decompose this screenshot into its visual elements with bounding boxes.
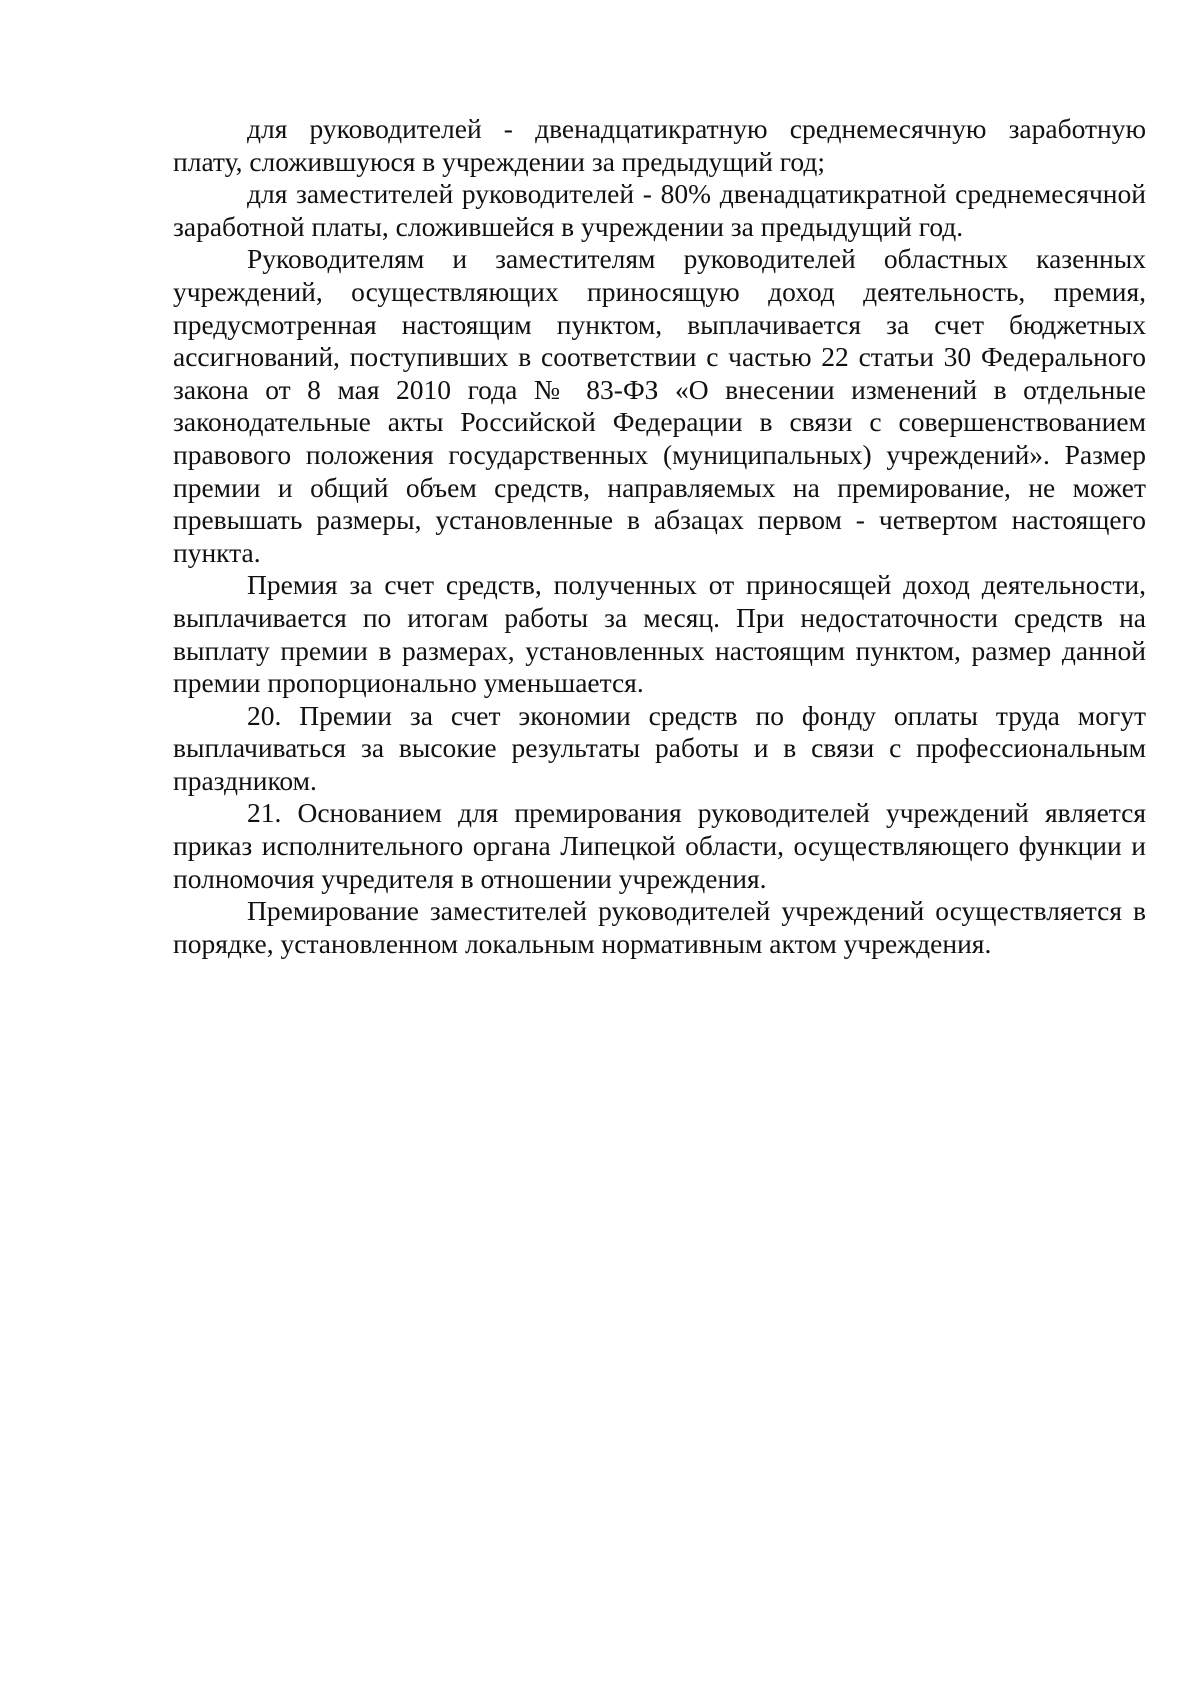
paragraph-income-bonus: Премия за счет средств, полученных от приносящей доход деятельности, выплачивается по итогам работы за месяц. При недостаточности средств на выплату премии в размерах, установленных настоящим пунктом, размер данной премии пропорционально уменьшается. xyxy=(173,569,1146,699)
document-body xyxy=(173,113,1146,960)
paragraph-deputies-procedure: Премирование заместителей руководителей учреждений осуществляется в порядке, установленном локальным нормативным актом учреждения. xyxy=(173,895,1146,959)
paragraph-heads-bonus: для руководителей - двенадцатикратную среднемесячную заработную плату, сложившуюся в учреждении за предыдущий год; xyxy=(173,113,1146,177)
paragraph-income-institutions: Руководителям и заместителям руководителей областных казенных учреждений, осуществляющих приносящую доход деятельность, премия, предусмотренная настоящим пунктом, выплачивается за счет бюджетных ассигнований, поступивших в соответствии с частью 22 статьи 30 Федерального закона от 8 мая 2010 года № 83-ФЗ «О внесении изменений в отдельные законодательные акты Российской Федерации в связи с совершенствованием правового положения государственных (муниципальных) учреждений». Размер премии и общий объем средств, направляемых на премирование, не может превышать размеры, установленные в абзацах первом - четвертом настоящего пункта. xyxy=(173,243,1146,568)
paragraph-deputies-bonus: для заместителей руководителей - 80% двенадцатикратной среднемесячной заработной платы, сложившейся в учреждении за предыдущий год. xyxy=(173,178,1146,242)
paragraph-item-21: 21. Основанием для премирования руководителей учреждений является приказ исполнительного органа Липецкой области, осуществляющего функции и полномочия учредителя в отношении учреждения. xyxy=(173,797,1146,894)
paragraph-item-20: 20. Премии за счет экономии средств по фонду оплаты труда могут выплачиваться за высокие результаты работы и в связи с профессиональным праздником. xyxy=(173,699,1146,796)
